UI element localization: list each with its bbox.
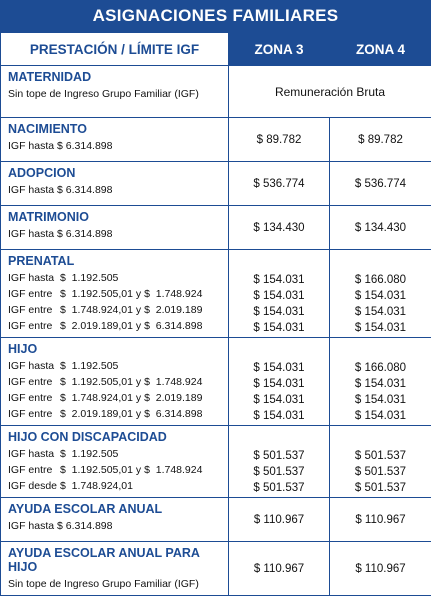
limit-line: IGF hasta $ 1.192.505 <box>8 360 119 372</box>
value-cell: $ 154.031 <box>354 410 407 422</box>
label-prenatal: PRENATAL <box>8 254 75 268</box>
label-ayuda-escolar: AYUDA ESCOLAR ANUAL <box>8 502 163 516</box>
value-ayuda-escolar-hijo-zona-4: $ 110.967 <box>330 542 431 596</box>
value-cell: $ 154.031 <box>253 306 305 318</box>
row-ayuda-escolar <box>1 498 431 542</box>
row-hijo <box>1 338 431 426</box>
value-cell: $ 154.031 <box>354 322 407 334</box>
values-discapacidad-zona-4 <box>330 426 431 498</box>
value-ayuda-escolar-hijo-zona-3: $ 110.967 <box>229 542 330 596</box>
value-cell: $ 154.031 <box>354 290 407 302</box>
value-cell: $ 501.537 <box>354 466 407 478</box>
row-matrimonio <box>1 206 431 250</box>
limit-line: IGF entre $ 1.748.924,01 y $ 2.019.189 <box>8 392 203 404</box>
values-prenatal-zona-4 <box>330 250 431 338</box>
header-zona-3: ZONA 3 <box>229 33 330 66</box>
limit-adopcion: IGF hasta $ 6.314.898 <box>8 184 113 196</box>
value-adopcion-zona-4: $ 536.774 <box>330 162 431 206</box>
value-ayuda-escolar-zona-3: $ 110.967 <box>229 498 330 542</box>
values-discapacidad-zona-3 <box>229 426 330 498</box>
limit-line: IGF entre $ 2.019.189,01 y $ 6.314.898 <box>8 408 203 420</box>
value-cell: $ 154.031 <box>253 274 305 286</box>
page-title: ASIGNACIONES FAMILIARES <box>0 0 431 32</box>
value-adopcion-zona-3: $ 536.774 <box>229 162 330 206</box>
values-hijo-zona-4 <box>330 338 431 426</box>
value-maternidad-merged: Remuneración Bruta <box>229 66 431 118</box>
value-cell: $ 501.537 <box>253 466 305 478</box>
limit-line: IGF entre $ 1.192.505,01 y $ 1.748.924 <box>8 376 203 388</box>
limit-line: IGF desde $ 1.748.924,01 <box>8 480 133 492</box>
limit-maternidad: Sin tope de Ingreso Grupo Familiar (IGF) <box>8 88 199 100</box>
label-nacimiento: NACIMIENTO <box>8 122 87 136</box>
value-cell: $ 501.537 <box>253 450 305 462</box>
table-header-row <box>1 33 431 66</box>
label-matrimonio: MATRIMONIO <box>8 210 90 224</box>
value-cell: $ 154.031 <box>354 394 407 406</box>
label-maternidad: MATERNIDAD <box>8 70 92 84</box>
label-adopcion: ADOPCION <box>8 166 76 180</box>
value-cell: $ 154.031 <box>253 290 305 302</box>
limit-line: IGF entre $ 1.192.505,01 y $ 1.748.924 <box>8 288 203 300</box>
value-matrimonio-zona-3: $ 134.430 <box>229 206 330 250</box>
value-cell: $ 166.080 <box>354 274 407 286</box>
label-hijo: HIJO <box>8 342 38 356</box>
value-matrimonio-zona-4: $ 134.430 <box>330 206 431 250</box>
value-cell: $ 154.031 <box>253 394 305 406</box>
value-cell: $ 154.031 <box>253 410 305 422</box>
value-ayuda-escolar-zona-4: $ 110.967 <box>330 498 431 542</box>
value-cell: $ 154.031 <box>253 378 305 390</box>
asignaciones-table <box>0 32 431 596</box>
value-cell: $ 166.080 <box>354 362 407 374</box>
value-cell: $ 154.031 <box>253 362 305 374</box>
row-nacimiento <box>1 118 431 162</box>
row-maternidad <box>1 66 431 118</box>
limit-line: IGF entre $ 2.019.189,01 y $ 6.314.898 <box>8 320 203 332</box>
header-zona-4: ZONA 4 <box>330 33 431 66</box>
label-hijo-discapacidad: HIJO CON DISCAPACIDAD <box>8 430 167 444</box>
limit-ayuda-escolar-hijo: Sin tope de Ingreso Grupo Familiar (IGF) <box>8 578 199 590</box>
header-prestacion: PRESTACIÓN / LÍMITE IGF <box>1 33 229 66</box>
limit-line: IGF entre $ 1.192.505,01 y $ 1.748.924 <box>8 464 203 476</box>
value-cell: $ 154.031 <box>354 306 407 318</box>
label-ayuda-escolar-hijo: AYUDA ESCOLAR ANUAL PARA HIJO <box>8 546 200 574</box>
row-hijo-discapacidad <box>1 426 431 498</box>
values-prenatal-zona-3 <box>229 250 330 338</box>
value-cell: $ 501.537 <box>354 482 407 494</box>
value-nacimiento-zona-4: $ 89.782 <box>330 118 431 162</box>
value-nacimiento-zona-3: $ 89.782 <box>229 118 330 162</box>
value-cell: $ 154.031 <box>253 322 305 334</box>
limit-matrimonio: IGF hasta $ 6.314.898 <box>8 228 113 240</box>
limit-line: IGF entre $ 1.748.924,01 y $ 2.019.189 <box>8 304 203 316</box>
limit-ayuda-escolar: IGF hasta $ 6.314.898 <box>8 520 113 532</box>
values-hijo-zona-3 <box>229 338 330 426</box>
limit-nacimiento: IGF hasta $ 6.314.898 <box>8 140 113 152</box>
row-adopcion <box>1 162 431 206</box>
row-prenatal <box>1 250 431 338</box>
limit-line: IGF hasta $ 1.192.505 <box>8 272 119 284</box>
value-cell: $ 501.537 <box>354 450 407 462</box>
limit-line: IGF hasta $ 1.192.505 <box>8 448 119 460</box>
row-ayuda-escolar-hijo <box>1 542 431 596</box>
value-cell: $ 154.031 <box>354 378 407 390</box>
value-cell: $ 501.537 <box>253 482 305 494</box>
